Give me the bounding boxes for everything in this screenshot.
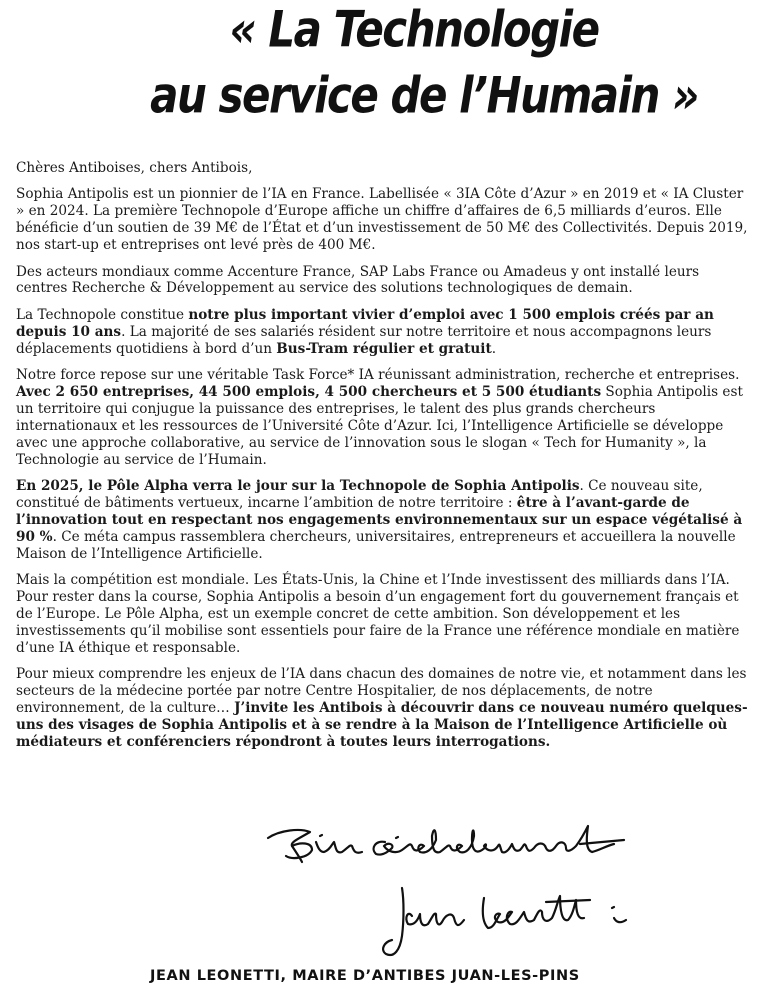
paragraph [16, 186, 754, 254]
bold-text: Avec 2 650 entreprises, 44 500 emplois, 4 500 chercheurs et 5 500 étudiants [16, 383, 602, 400]
title-line-1: « La Technologie [229, 0, 599, 59]
paragraphs [16, 186, 754, 750]
bold-text: notre plus important vivier d’emploi avec 1 500 emplois créés par an depuis 10 ans [16, 306, 714, 340]
paragraph [16, 307, 754, 358]
handwritten-closing [268, 826, 624, 862]
bold-text: Bus-Tram régulier et gratuit [276, 340, 492, 357]
title-line-2: au service de l’Humain » [150, 66, 698, 125]
text: Mais la compétition est mondiale. Les États-Unis, la Chine et l’Inde investissent des milliards dans l’IA. Pour rester dans la course, Sophia Antipolis a besoin d’un engagement fort du gouvernement français et de l’Europe. Le Pôle Alpha, est un exemple concret de cette ambition. Son développement et les investissements qu’il mobilise sont essentiels pour faire de la France une référence mondiale en matière d’une IA éthique et responsable. [16, 572, 740, 656]
bold-text: J’invite les Antibois à découvrir dans ce nouveau numéro quelques-uns des visages de Sophia Antipolis et à se rendre à la Maison de l’Intelligence Artificielle où médiateurs et conférenciers répondront à toutes leurs interrogations. [16, 699, 748, 750]
text: . La majorité de ses salariés résident sur notre territoire et nous accompagnons leurs déplacements quotidiens à bord d’un [16, 323, 712, 357]
bold-text: En 2025, le Pôle Alpha verra le jour sur la Technopole de Sophia Antipolis [16, 478, 580, 494]
signatory-footer: JEAN LEONETTI, MAIRE D’ANTIBES JUAN-LES-PINS [150, 968, 580, 984]
paragraph [16, 478, 754, 563]
salutation: Chères Antiboises, chers Antibois, [16, 160, 253, 176]
letter-body [16, 160, 754, 760]
bold-text: être à l’avant-garde de l’innovation tout en respectant nos engagements environnementaux sur un espace végétalisé à 90 % [16, 494, 743, 545]
text: Notre force repose sur une véritable Task Force* IA réunissant administration, recherche et entreprises. [16, 367, 740, 384]
paragraph [16, 367, 754, 468]
text: . Ce méta campus rassemblera chercheurs, universitaires, entrepreneurs et accueillera la nouvelle Maison de l’Intelligence Artificielle. [16, 528, 736, 562]
paragraph [16, 264, 754, 298]
text: Pour mieux comprendre les enjeux de l’IA dans chacun des domaines de notre vie, et notamment dans les secteurs de la médecine portée par notre Centre Hospitalier, de nos déplacements, de notre environnement, de la culture… [16, 666, 747, 716]
text: Des acteurs mondiaux comme Accenture France, SAP Labs France ou Amadeus y ont installé leurs centres Recherche & Développement au service des solutions technologiques de demain. [16, 263, 700, 297]
paragraph [16, 572, 754, 657]
text: . Ce nouveau site, constitué de bâtiments vertueux, incarne l’ambition de notre territoire : [16, 478, 703, 511]
handwritten-signature [383, 888, 626, 955]
paragraph [16, 666, 754, 751]
text: Sophia Antipolis est un pionnier de l’IA en France. Labellisée « 3IA Côte d’Azur » en 2019 et « IA Cluster » en 2024. La première Technopole d’Europe affiche un chiffre d’affaires de 6,5 milliards d’euros. Elle bénéficie d’un soutien de 39 M€ de l’État et d’un investissement de 50 M€ des Collectivités. Depuis 2019, nos start-up et entreprises ont levé près de 400 M€. [16, 186, 748, 254]
text: Sophia Antipolis est un territoire qui conjugue la puissance des entreprises, le talent des plus grands chercheurs internationaux et les ressources de l’Université Côte d’Azur. Ici, l’Intelligence Artificielle se développe avec une approche collaborative, au service de l’innovation sous le slogan « Tech for Humanity », la Technologie au service de l’Humain. [16, 383, 743, 468]
text: La Technopole constitue [16, 306, 189, 323]
text: . [491, 340, 497, 357]
